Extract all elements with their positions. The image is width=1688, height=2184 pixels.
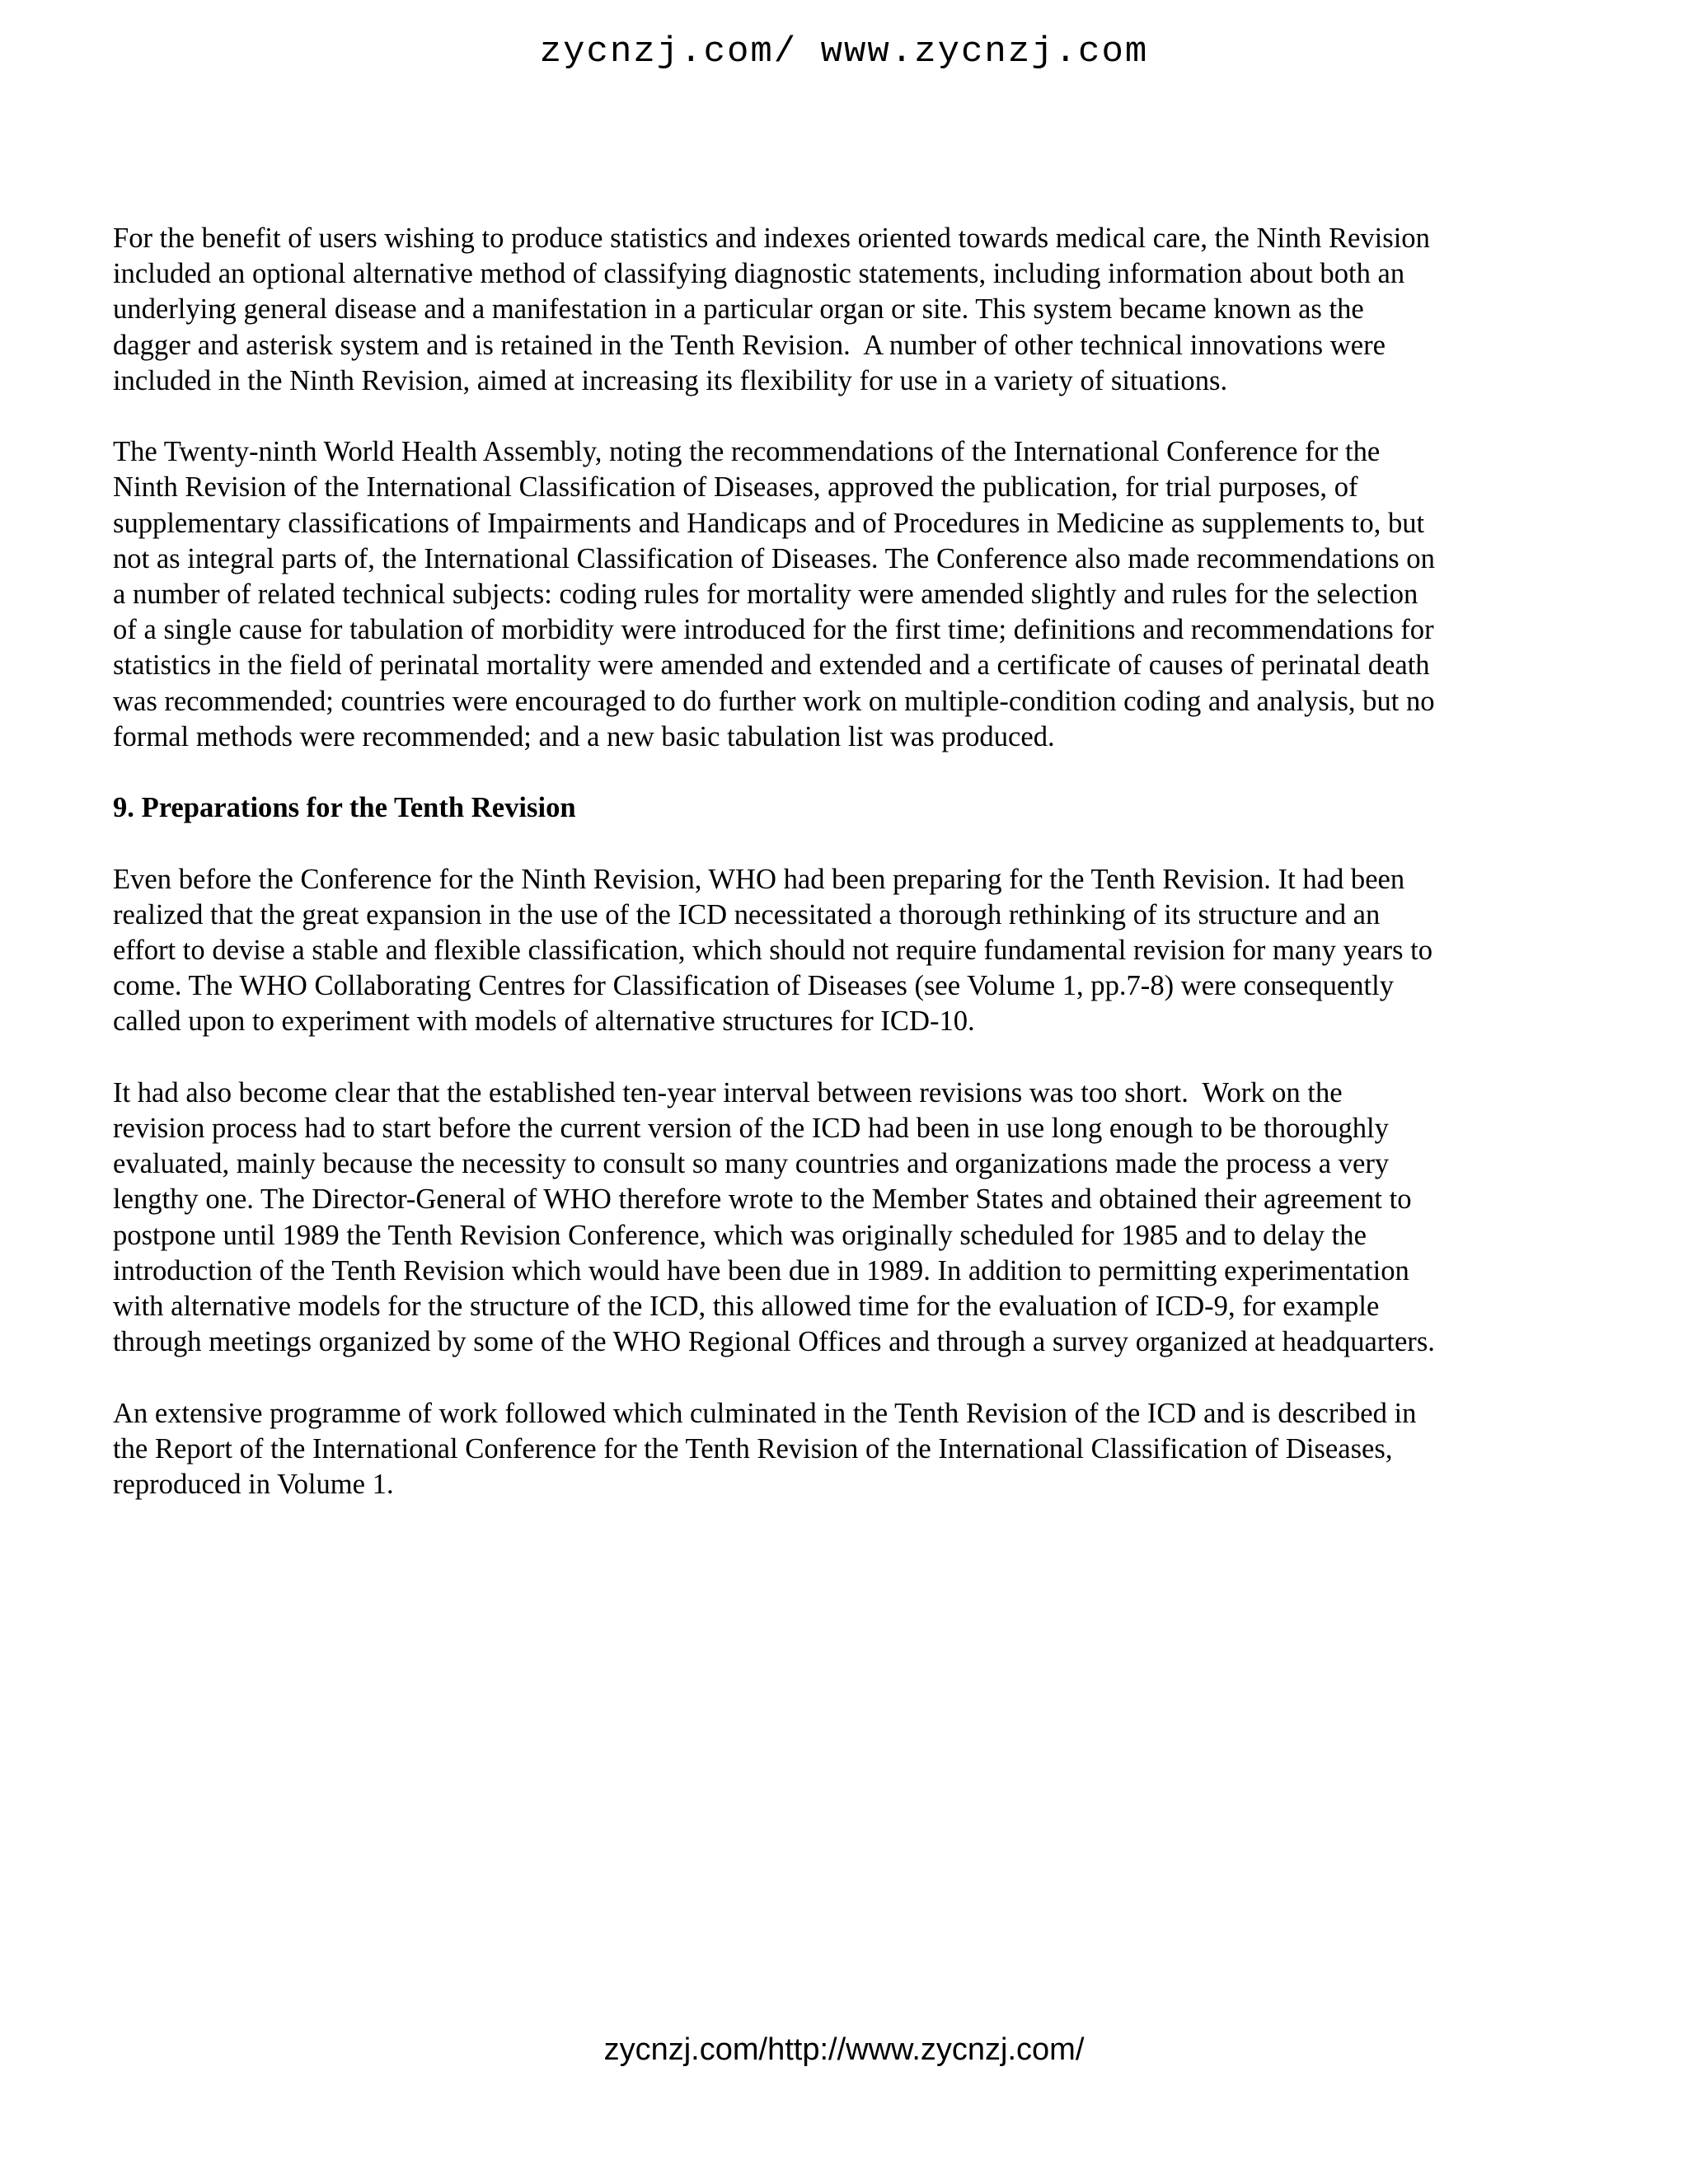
text-line: Even before the Conference for the Ninth Revision, WHO had been preparing for the Tenth Revision. It had been	[113, 863, 1405, 895]
text-line: of a single cause for tabulation of morbidity were introduced for the first time; definitions and recommendations for	[113, 614, 1434, 646]
text-line: called upon to experiment with models of alternative structures for ICD-10.	[113, 1005, 975, 1038]
document-body	[113, 221, 1597, 1538]
text-line: statistics in the field of perinatal mortality were amended and extended and a certificate of causes of perinatal death	[113, 649, 1430, 682]
text-line: dagger and asterisk system and is retained in the Tenth Revision. A number of other technical innovations were	[113, 329, 1386, 361]
text-line: reproduced in Volume 1.	[113, 1469, 394, 1501]
text-line: with alternative models for the structure of the ICD, this allowed time for the evaluation of ICD-9, for example	[113, 1291, 1380, 1323]
text-line: effort to devise a stable and flexible classification, which should not require fundamental revision for many years to	[113, 935, 1432, 967]
text-line: included in the Ninth Revision, aimed at increasing its flexibility for use in a variety of situations.	[113, 364, 1228, 396]
paragraph-preparations	[113, 862, 1597, 1040]
text-line: It had also become clear that the established ten-year interval between revisions was too short. Work on the	[113, 1076, 1343, 1108]
text-line: revision process had to start before the current version of the ICD had been in use long enough to be thoroughly	[113, 1113, 1389, 1145]
paragraph-dagger-asterisk	[113, 221, 1597, 399]
text-line: the Report of the International Conference for the Tenth Revision of the International Classification of Diseases,	[113, 1432, 1393, 1465]
text-line: supplementary classifications of Impairments and Handicaps and of Procedures in Medicine as supplements to, but	[113, 507, 1425, 539]
text-line: included an optional alternative method of classifying diagnostic statements, including information about both an	[113, 258, 1405, 290]
text-line: not as integral parts of, the International Classification of Diseases. The Conference also made recommendations on	[113, 542, 1435, 574]
text-line: was recommended; countries were encouraged to do further work on multiple-condition coding and analysis, but no	[113, 685, 1435, 717]
paragraph-revision-interval	[113, 1076, 1597, 1361]
text-line: evaluated, mainly because the necessity to consult so many countries and organizations made the process a very	[113, 1148, 1390, 1180]
text-line: postpone until 1989 the Tenth Revision Conference, which was originally scheduled for 1985 and to delay the	[113, 1219, 1367, 1251]
paragraph-programme-of-work	[113, 1396, 1597, 1503]
text-line: Ninth Revision of the International Classification of Diseases, approved the publication, for trial purposes, of	[113, 471, 1358, 504]
text-line: The Twenty-ninth World Health Assembly, noting the recommendations of the International Conference for the	[113, 436, 1381, 468]
text-line: realized that the great expansion in the use of the ICD necessitated a thorough rethinking of its structure and an	[113, 898, 1381, 930]
text-line: An extensive programme of work followed which culminated in the Tenth Revision of the ICD and is described in	[113, 1397, 1417, 1429]
text-line: lengthy one. The Director-General of WHO therefore wrote to the Member States and obtained their agreement to	[113, 1183, 1412, 1216]
text-line: come. The WHO Collaborating Centres for Classification of Diseases (see Volume 1, pp.7-8) were consequently	[113, 970, 1395, 1002]
text-line: underlying general disease and a manifestation in a particular organ or site. This system became known as the	[113, 293, 1364, 326]
text-line: introduction of the Tenth Revision which would have been due in 1989. In addition to permitting experimentation	[113, 1254, 1409, 1286]
text-line: For the benefit of users wishing to produce statistics and indexes oriented towards medical care, the Ninth Revision	[113, 223, 1430, 254]
header-watermark: zycnzj.com/ www.zycnzj.com	[539, 31, 1149, 73]
text-line: through meetings organized by some of the WHO Regional Offices and through a survey organized at headquarters.	[113, 1326, 1435, 1358]
section-heading: 9. Preparations for the Tenth Revision	[113, 792, 576, 824]
paragraph-world-health-assembly	[113, 434, 1597, 755]
footer-watermark: zycnzj.com/http://www.zycnzj.com/	[603, 2032, 1085, 2067]
text-line: formal methods were recommended; and a new basic tabulation list was produced.	[113, 720, 1055, 752]
text-line: a number of related technical subjects: coding rules for mortality were amended slightly and rules for the selection	[113, 579, 1418, 611]
